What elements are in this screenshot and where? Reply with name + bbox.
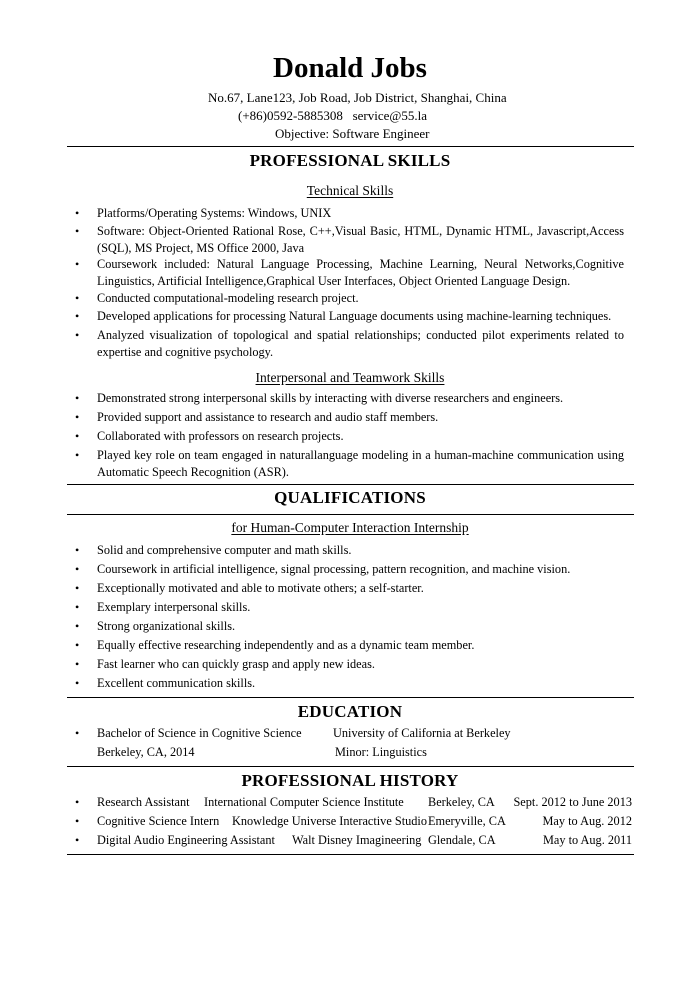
list-item: Coursework included: Natural Language Processing, Machine Learning, Neural Networks,Cognitive Linguistics, Artificial Intelligence,Graphical User Interfaces, Object Oriented Language Design. [97,257,624,288]
divider [67,146,634,147]
list-item: Provided support and assistance to research and audio staff members. [97,410,439,424]
bullet: • [75,833,80,847]
bullet: • [75,600,80,614]
bullet: • [75,391,80,405]
list-item: Developed applications for processing Natural Language documents using machine-learning techniques. [97,309,612,323]
bullet: • [75,410,80,424]
bullet: • [75,676,80,690]
list-item: Platforms/Operating Systems: Windows, UNIX [97,206,332,220]
list-item: Exemplary interpersonal skills. [97,600,251,614]
history-role: Research Assistant [97,795,190,809]
list-item: Software: Object-Oriented Rational Rose, C++,Visual Basic, HTML, Dynamic HTML, Javascript,Access (SQL), MS Project, MS Office 2000, Java [97,224,624,255]
history-place: Emeryville, CA [428,814,506,828]
history-role: Digital Audio Engineering Assistant [97,833,275,847]
minor: Minor: Linguistics [335,745,427,759]
section-title-professional-history: PROFESSIONAL HISTORY [241,771,459,790]
history-dates: May to Aug. 2012 [542,814,632,828]
list-item: Fast learner who can quickly grasp and apply new ideas. [97,657,375,671]
bullet: • [75,291,80,305]
subheading-technical-skills: Technical Skills [306,183,394,198]
history-org: Walt Disney Imagineering [292,833,422,847]
history-dates: May to Aug. 2011 [542,833,632,847]
subheading-interpersonal-skills: Interpersonal and Teamwork Skills [255,370,445,385]
bullet: • [75,206,80,220]
list-item: Coursework in artificial intelligence, signal processing, pattern recognition, and machine vision. [97,562,571,576]
divider [67,514,634,515]
degree: Bachelor of Science in Cognitive Science [97,726,302,740]
candidate-name: Donald Jobs [273,52,427,84]
section-title-education: EDUCATION [297,702,403,721]
bullet: • [75,562,80,576]
divider [67,854,634,855]
bullet: • [75,657,80,671]
history-org: Knowledge Universe Interactive Studio [232,814,427,828]
history-place: Glendale, CA [428,833,496,847]
bullet: • [75,581,80,595]
section-title-professional-skills: PROFESSIONAL SKILLS [249,151,451,170]
bullet: • [75,638,80,652]
bullet: • [75,795,80,809]
list-item: Solid and comprehensive computer and math skills. [97,543,352,557]
history-place: Berkeley, CA [428,795,495,809]
list-item: Equally effective researching independently and as a dynamic team member. [97,638,475,652]
bullet: • [75,257,80,271]
bullet: • [75,543,80,557]
list-item: Strong organizational skills. [97,619,236,633]
list-item: Conducted computational-modeling research project. [97,291,359,305]
bullet: • [75,726,80,740]
education-location-year: Berkeley, CA, 2014 [97,745,195,759]
history-org: International Computer Science Institute [204,795,404,809]
history-dates: Sept. 2012 to June 2013 [513,795,632,809]
divider [67,697,634,698]
bullet: • [75,224,80,238]
list-item: Excellent communication skills. [97,676,256,690]
list-item: Exceptionally motivated and able to motivate others; a self-starter. [97,581,424,595]
bullet: • [75,429,80,443]
list-item: Collaborated with professors on research projects. [97,429,344,443]
phone-email: (+86)0592-5885308 service@55.la [238,108,427,123]
list-item: Analyzed visualization of topological and spatial relationships; conducted pilot experiments related to expertise and cognitive psychology. [97,328,624,359]
address: No.67, Lane123, Job Road, Job District, Shanghai, China [208,90,507,105]
subheading-qualifications: for Human-Computer Interaction Internship [231,520,469,535]
bullet: • [75,309,80,323]
divider [67,484,634,485]
list-item: Played key role on team engaged in naturallanguage modeling in a human-machine communication using Automatic Speech Recognition (ASR). [97,448,624,479]
bullet: • [75,448,80,462]
university: University of California at Berkeley [333,726,511,740]
list-item: Demonstrated strong interpersonal skills by interacting with diverse researchers and engineers. [97,391,564,405]
divider [67,766,634,767]
bullet: • [75,619,80,633]
history-role: Cognitive Science Intern [97,814,220,828]
section-title-qualifications: QUALIFICATIONS [274,488,426,507]
objective: Objective: Software Engineer [275,126,430,141]
bullet: • [75,814,80,828]
bullet: • [75,328,80,342]
